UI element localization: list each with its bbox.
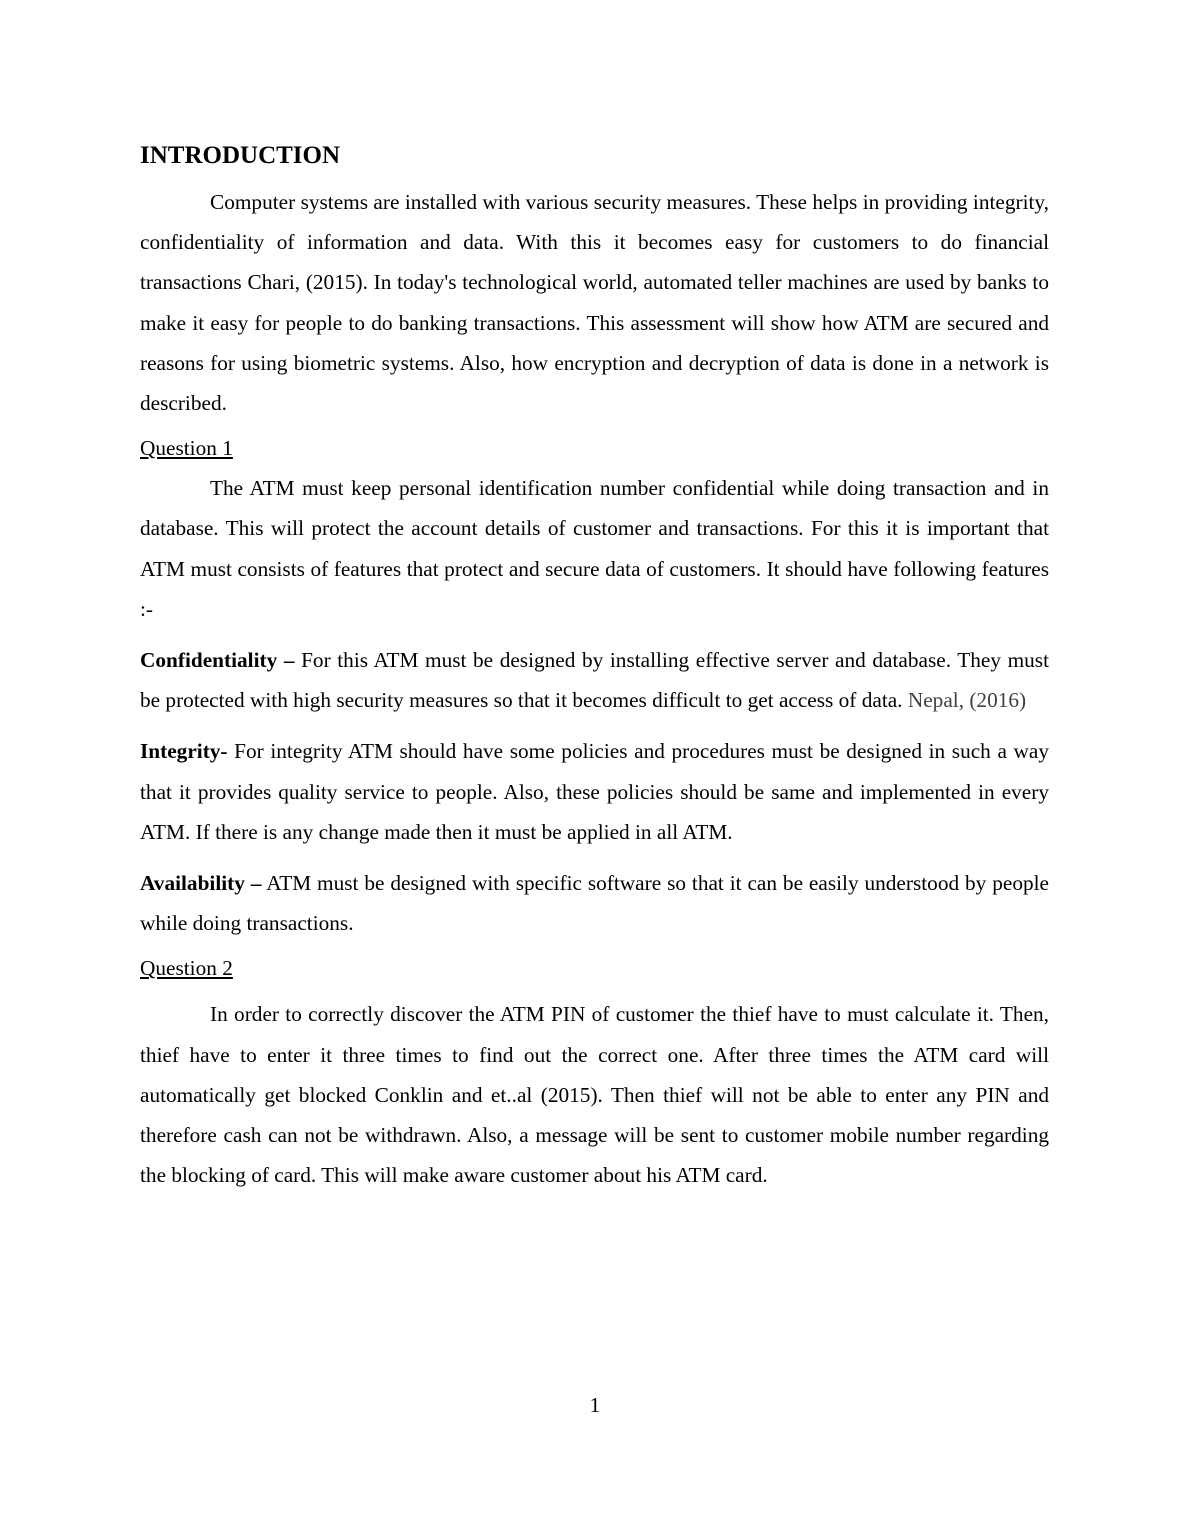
confidentiality-citation: Nepal, (2016) (902, 688, 1027, 713)
confidentiality-text: For this ATM must be designed by installing effective server and database. They must be protected with high security measures so that it becomes difficult to get access of data. (140, 648, 1049, 713)
page-number: 1 (589, 1393, 601, 1417)
question-2-paragraph: In order to correctly discover the ATM PIN of customer the thief have to must calculate it. Then, thief have to enter it three times to find out the correct one. After three times the ATM card will automatically get blocked Conklin and et..al (2015). Then thief will not be able to enter any PIN and therefore cash can not be withdrawn. Also, a message will be sent to customer mobile number regarding the blocking of card. This will make aware customer about his ATM card. (140, 1002, 1049, 1188)
confidentiality-term: Confidentiality – (140, 648, 295, 673)
availability-term: Availability – (140, 871, 262, 896)
question-1-heading: Question 1 (140, 436, 233, 461)
question-2-heading: Question 2 (140, 956, 233, 981)
integrity-term: Integrity- (140, 739, 228, 764)
intro-paragraph: Computer systems are installed with various security measures. These helps in providing integrity, confidentiality of information and data. With this it becomes easy for customers to do financial transactions Chari, (2015). In today's technological world, automated teller machines are used by banks to make it easy for people to do banking transactions. This assessment will show how ATM are secured and reasons for using biometric systems. Also, how encryption and decryption of data is done in a network is described. (140, 190, 1049, 416)
confidentiality-paragraph (140, 640, 1049, 720)
document-page (140, 140, 1049, 1206)
section-heading-introduction: INTRODUCTION (140, 142, 341, 169)
integrity-paragraph (140, 731, 1049, 852)
question-1-paragraph: The ATM must keep personal identification number confidential while doing transaction and in database. This will protect the account details of customer and transactions. For this it is important that ATM must consists of features that protect and secure data of customers. It should have following features :- (140, 476, 1049, 621)
availability-text: ATM must be designed with specific software so that it can be easily understood by people while doing transactions. (140, 871, 1049, 936)
integrity-text: For integrity ATM should have some policies and procedures must be designed in such a way that it provides quality service to people. Also, these policies should be same and implemented in every ATM. If there is any change made then it must be applied in all ATM. (140, 739, 1049, 844)
availability-paragraph (140, 863, 1049, 943)
